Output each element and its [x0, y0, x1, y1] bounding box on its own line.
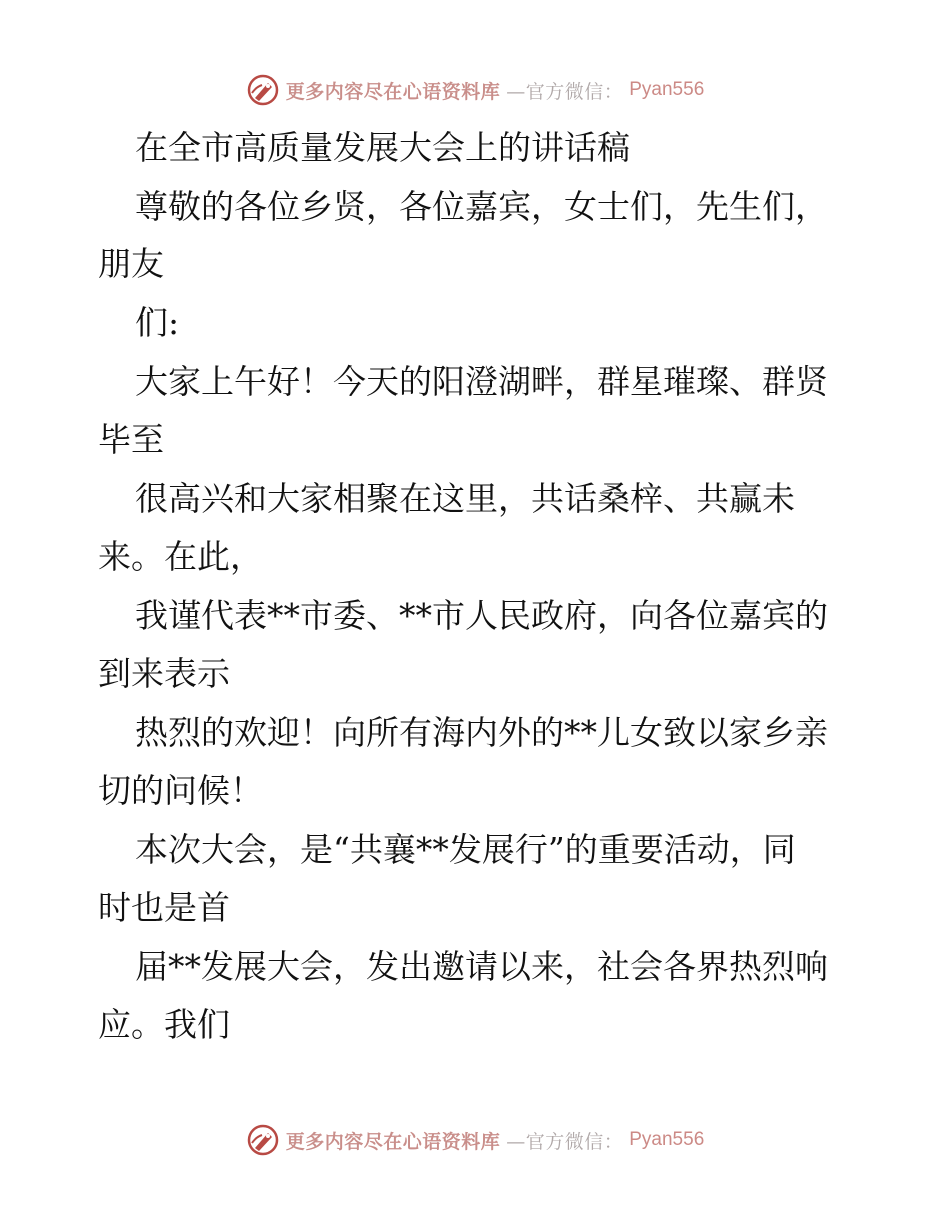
- text-line: 热烈的欢迎！向所有海内外的**儿女致以家乡亲: [135, 713, 828, 752]
- text-line: 很高兴和大家相聚在这里，共话桑梓、共赢未: [135, 479, 795, 518]
- text-line: 们:: [135, 303, 180, 342]
- text-line: 到来表示: [98, 654, 230, 693]
- watermark-sub-text: —官方微信：: [506, 80, 624, 103]
- text-line: 朋友: [98, 244, 164, 283]
- pen-nib-icon: [246, 73, 280, 107]
- watermark-main-text: 更多内容尽在心语资料库: [285, 1130, 501, 1153]
- pen-nib-icon: [246, 1123, 280, 1157]
- text-line: 应。我们: [98, 1005, 230, 1044]
- watermark-main-text: 更多内容尽在心语资料库: [285, 80, 501, 103]
- watermark-sub-text: —官方微信：: [506, 1130, 624, 1153]
- text-line: 毕至: [98, 420, 164, 459]
- watermark-id-text: Pyan556: [629, 1129, 705, 1150]
- text-line: 我谨代表**市委、**市人民政府，向各位嘉宾的: [135, 596, 828, 635]
- text-line: 尊敬的各位乡贤，各位嘉宾，女士们，先生们，: [135, 187, 828, 226]
- text-line: 时也是首: [98, 888, 230, 927]
- document-title: 在全市高质量发展大会上的讲话稿: [135, 128, 630, 167]
- text-line: 切的问候！: [98, 771, 263, 810]
- text-line: 来。在此，: [98, 537, 263, 576]
- watermark-id-text: Pyan556: [629, 79, 705, 100]
- watermark-header: [0, 72, 950, 108]
- text-line: 大家上午好！今天的阳澄湖畔，群星璀璨、群贤: [135, 362, 828, 401]
- text-line: 本次大会，是“共襄**发展行”的重要活动，同: [135, 830, 796, 869]
- watermark-footer: [0, 1122, 950, 1158]
- text-line: 届**发展大会，发出邀请以来，社会各界热烈响: [135, 947, 828, 986]
